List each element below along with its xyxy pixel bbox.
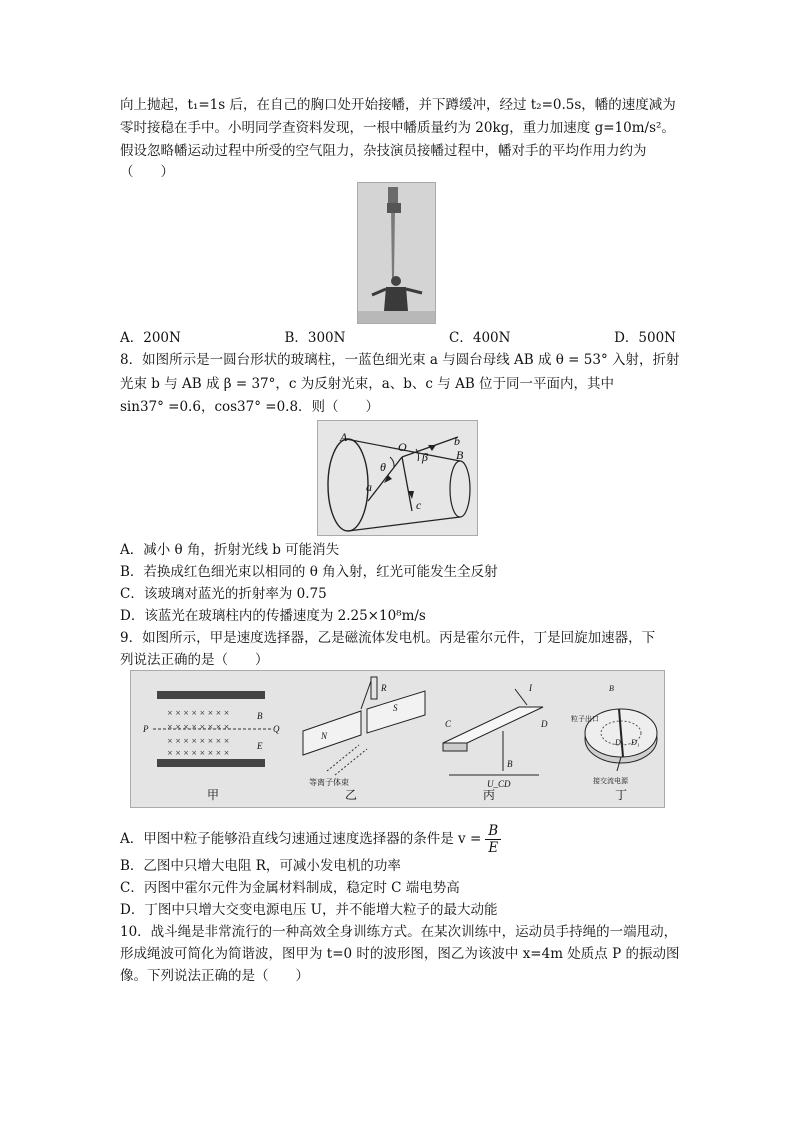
q10-line-3: 像。下列说法正确的是（ ） xyxy=(120,968,309,984)
q10-line-1: 10．战斗绳是非常流行的一种高效全身训练方式。在某次训练中，运动员手持绳的一端甩动， xyxy=(120,924,678,940)
svg-text:× × × × × × × ×: × × × × × × × × xyxy=(167,709,230,717)
q10-line-2: 形成绳波可简化为简谐波，图甲为 t=0 时的波形图，图乙为该波中 x=4m 处质点 P 的振动图 xyxy=(120,946,680,962)
q8-label-a-point: A xyxy=(340,430,348,444)
q7-options xyxy=(120,328,676,348)
q8-line-3: sin37° =0.6，cos37° =0.8．则（ ） xyxy=(120,399,380,415)
q7-line-3: 假设忽略幡运动过程中所受的空气阻力，杂技演员接幡过程中，幡对手的平均作用力约为 xyxy=(120,143,647,159)
q7-line-1: 向上抛起，t₁=1s 后，在自己的胸口处开始接幡，并下蹲缓冲，经过 t₂=0.5s，幡的速度减为 xyxy=(120,97,676,113)
q9-label-p: P xyxy=(143,724,149,734)
q8-label-c-ray: c xyxy=(416,498,422,512)
q8-label-theta: θ xyxy=(380,460,386,474)
q9-label-plasma: 等离子体束 xyxy=(309,778,349,787)
q9-label-d1: D₁ xyxy=(631,738,640,747)
q9-label-ucd: U_CD xyxy=(487,779,511,789)
fraction-numerator: B xyxy=(485,823,501,840)
q9-label-n: N xyxy=(321,731,328,741)
q9-line-1: 9．如图所示，甲是速度选择器，乙是磁流体发电机。丙是霍尔元件，丁是回旋加速器，下 xyxy=(120,630,656,646)
q9-label-bing-b: B xyxy=(507,759,513,769)
svg-text:× × × × × × × ×: × × × × × × × × xyxy=(167,737,230,745)
q8-label-b-point: B xyxy=(456,448,464,462)
q9-option-d[interactable]: D．丁图中只增大交变电源电压 U，并不能增大粒子的最大动能 xyxy=(120,902,498,918)
q7-option-b[interactable]: B．300N xyxy=(284,330,346,346)
q9-caption-yi: 乙 xyxy=(345,788,358,802)
q8-line-2: 光束 b 与 AB 成 β = 37°，c 为反射光束，a、b、c 与 AB 位于同一平面内，其中 xyxy=(120,376,615,392)
q9-label-jia-b: B xyxy=(257,711,263,721)
q9-four-devices-figure xyxy=(130,670,665,808)
fraction-denominator: E xyxy=(488,840,499,856)
q9-option-a-text: A．甲图中粒子能够沿直线匀速通过速度选择器的条件是 v = xyxy=(120,831,482,847)
q9-label-r: R xyxy=(381,683,387,693)
q9-option-a-fraction xyxy=(485,823,501,856)
q9-label-c: C xyxy=(445,719,452,729)
svg-text:× × × × × × × ×: × × × × × × × × xyxy=(167,749,230,757)
q8-label-o: O xyxy=(398,440,407,454)
q8-label-b-ray: b xyxy=(454,434,460,448)
svg-text:× × × × × × × ×: × × × × × × × × xyxy=(167,723,230,731)
q9-label-jia-e: E xyxy=(257,741,263,751)
q8-line-1: 8．如图所示是一圆台形状的玻璃柱，一蓝色细光束 a 与圆台母线 AB 成 θ = 53° 入射，折射 xyxy=(120,352,680,368)
q7-line-4: （ ） xyxy=(120,164,174,180)
q9-caption-ding: 丁 xyxy=(615,788,628,802)
q9-label-i: I xyxy=(529,683,532,693)
q9-caption-bing: 丙 xyxy=(483,788,496,802)
q7-option-c[interactable]: C．400N xyxy=(449,330,511,346)
q9-label-ding-b: B xyxy=(609,684,614,693)
q8-label-a-ray: a xyxy=(366,480,372,494)
q9-label-ac-source: 接交流电源 xyxy=(593,777,628,785)
q8-option-a[interactable]: A．减小 θ 角，折射光线 b 可能消失 xyxy=(120,542,340,558)
q7-option-d[interactable]: D．500N xyxy=(614,330,676,346)
q8-glass-frustum-figure xyxy=(317,420,478,536)
q9-option-a[interactable] xyxy=(120,822,501,856)
q7-line-2: 零时接稳在手中。小明同学查资料发现，一根中幡质量约为 20kg，重力加速度 g=10m/s²。 xyxy=(120,120,675,136)
q8-label-beta: β xyxy=(422,450,428,464)
q7-option-a[interactable]: A．200N xyxy=(120,330,181,346)
q9-option-b[interactable]: B．乙图中只增大电阻 R，可减小发电机的功率 xyxy=(120,858,401,874)
q8-option-b[interactable]: B．若换成红色细光束以相同的 θ 角入射，红光可能发生全反射 xyxy=(120,564,498,580)
q9-label-q: Q xyxy=(273,724,280,734)
q9-label-s: S xyxy=(393,703,398,713)
q9-label-outlet: 粒子出口 xyxy=(571,715,599,723)
q9-line-2: 列说法正确的是（ ） xyxy=(120,652,269,668)
q7-photo-acrobat xyxy=(357,182,436,324)
q8-option-c[interactable]: C．该玻璃对蓝光的折射率为 0.75 xyxy=(120,586,327,602)
q9-caption-jia: 甲 xyxy=(207,788,220,802)
q8-option-d[interactable]: D．该蓝光在玻璃柱内的传播速度为 2.25×10⁸m/s xyxy=(120,608,426,624)
q9-label-d: D xyxy=(541,719,548,729)
q9-label-d2: D₂ xyxy=(615,738,624,747)
q9-option-c[interactable]: C．丙图中霍尔元件为金属材料制成，稳定时 C 端电势高 xyxy=(120,880,460,896)
